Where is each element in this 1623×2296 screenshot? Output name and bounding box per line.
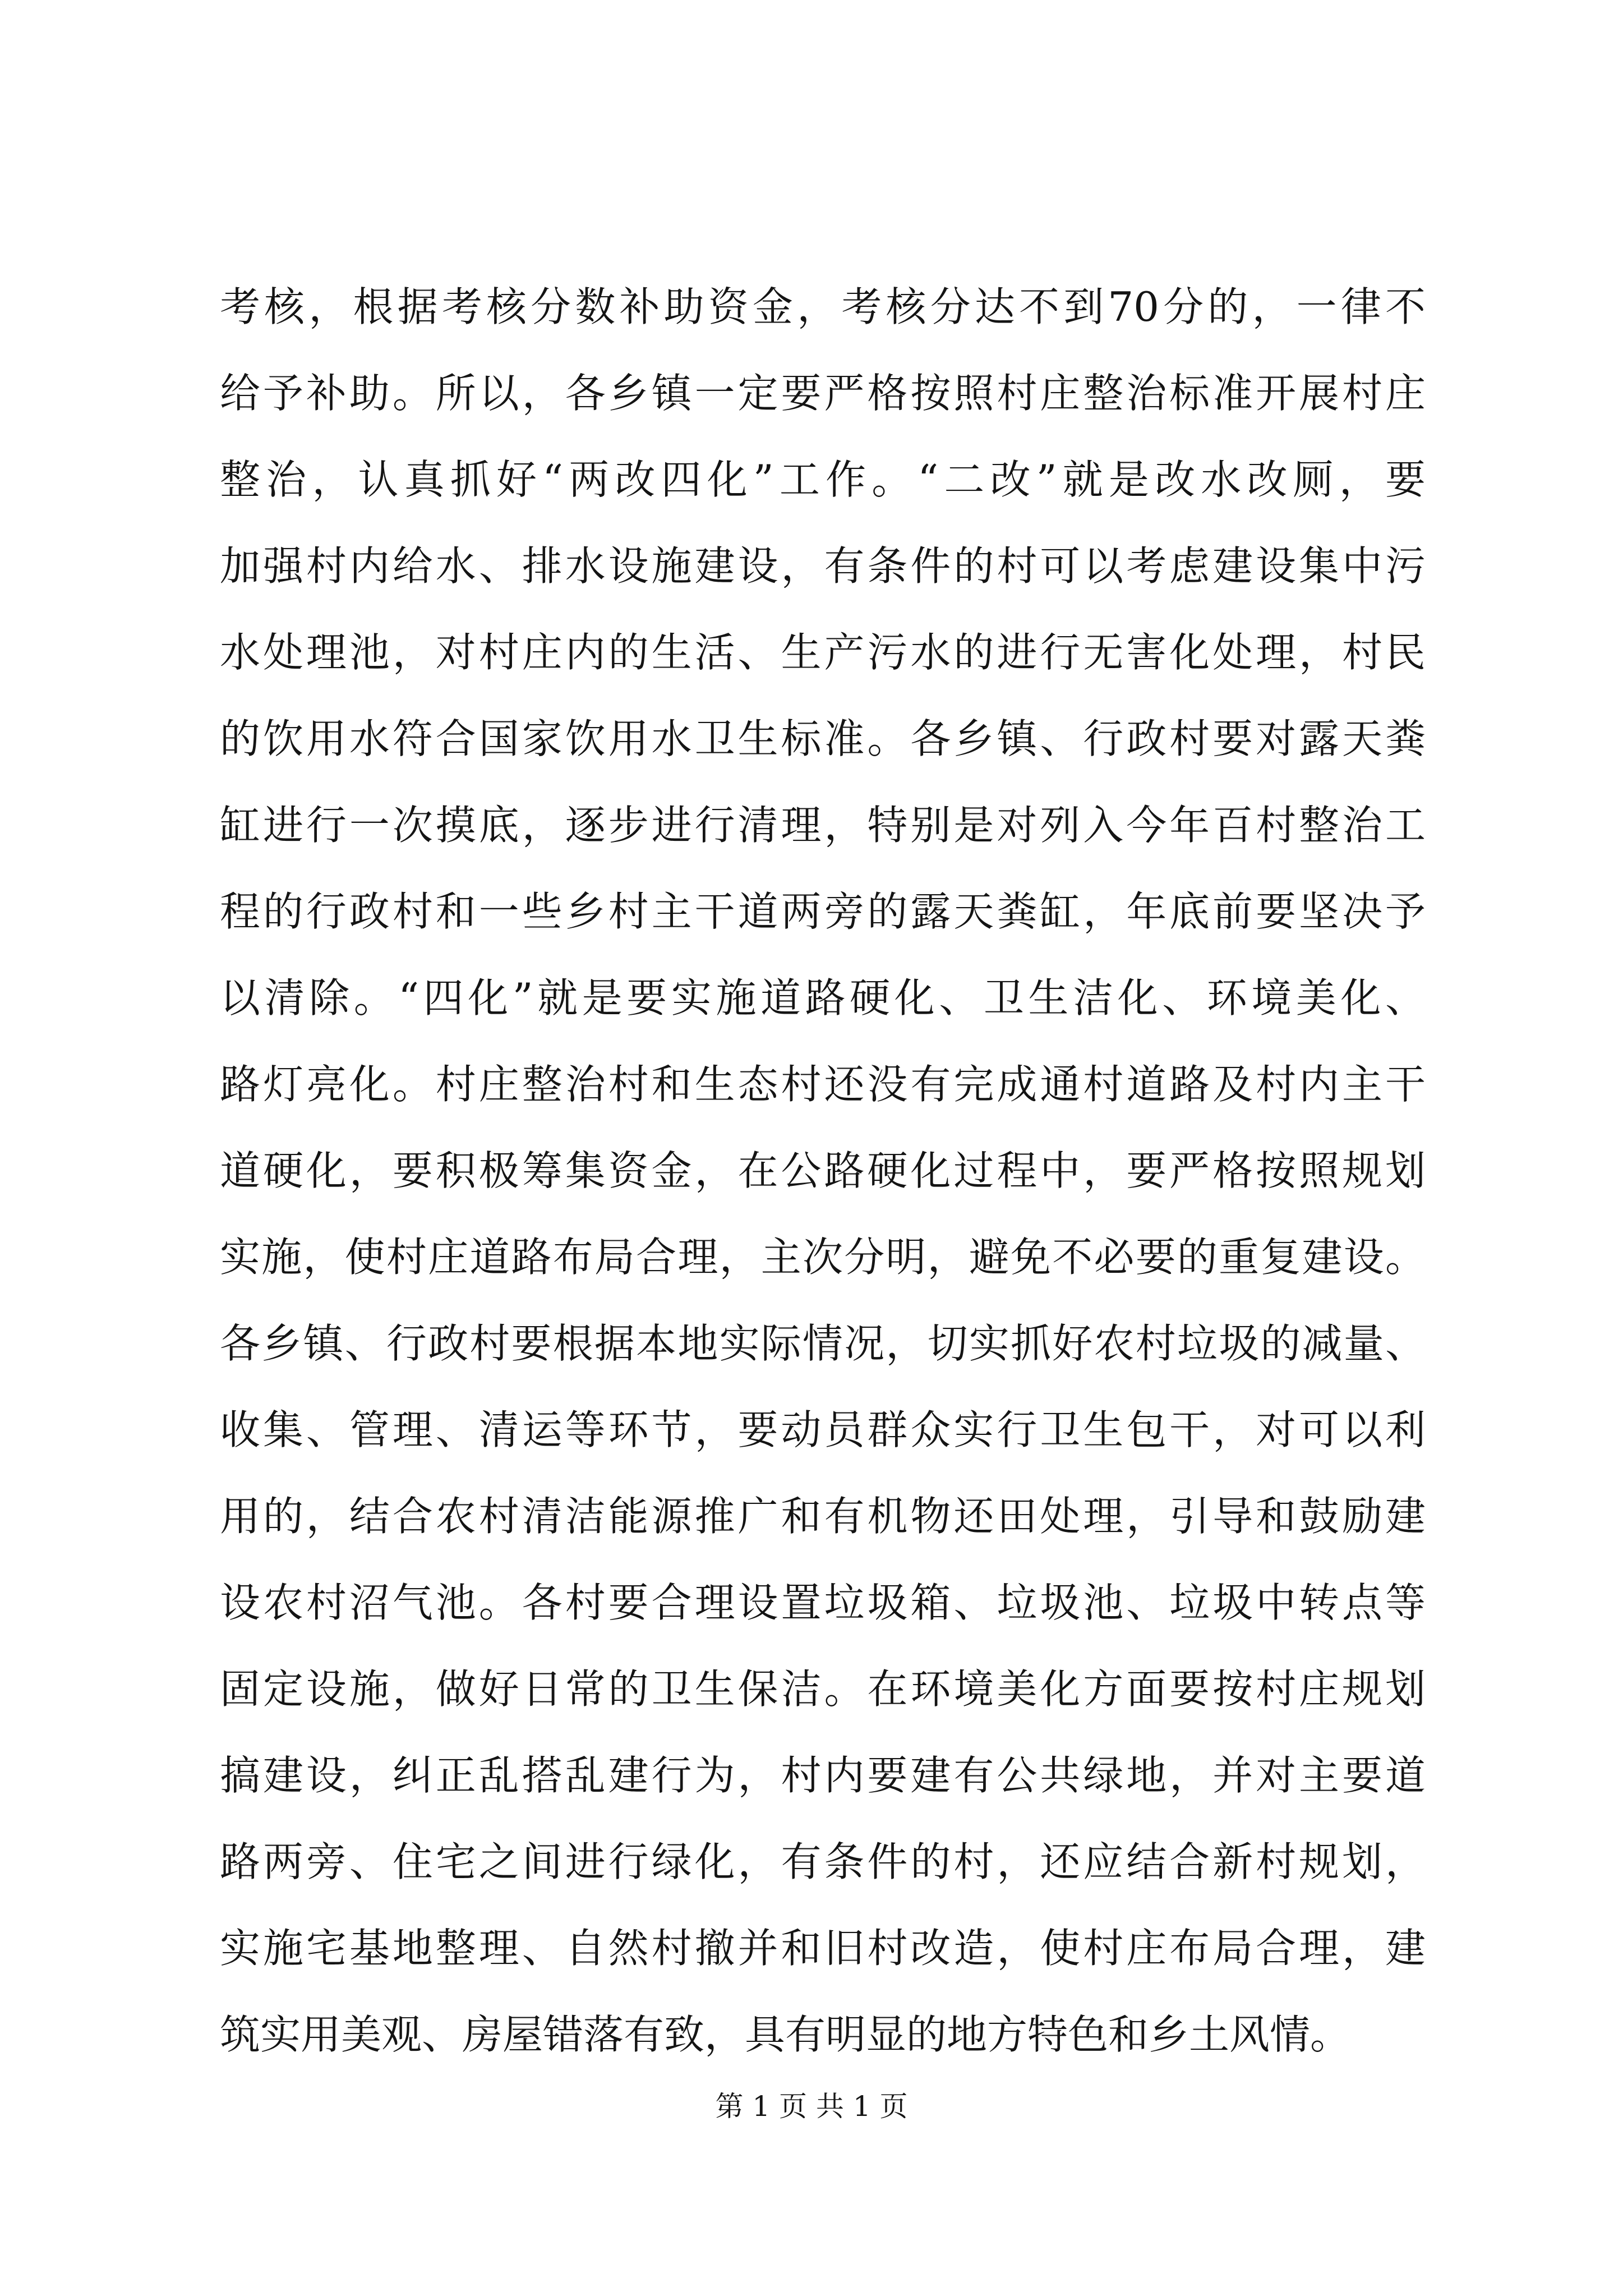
text-line: 实施，使村庄道路布局合理，主次分明，避免不必要的重复建设。 bbox=[220, 1234, 1426, 1281]
text-line: 实施宅基地整理、自然村撤并和旧村改造，使村庄布局合理，建 bbox=[220, 1925, 1426, 1972]
text-line: 整治，认真抓好“两改四化”工作。“二改”就是改水改厕，要 bbox=[220, 456, 1426, 503]
text-line: 道硬化，要积极筹集资金，在公路硬化过程中，要严格按照规划 bbox=[220, 1147, 1426, 1194]
text-line: 设农村沼气池。各村要合理设置垃圾箱、垃圾池、垃圾中转点等 bbox=[220, 1579, 1426, 1626]
text-line: 各乡镇、行政村要根据本地实际情况，切实抓好农村垃圾的减量、 bbox=[220, 1320, 1426, 1367]
text-line: 固定设施，做好日常的卫生保洁。在环境美化方面要按村庄规划 bbox=[220, 1665, 1426, 1713]
text-line: 加强村内给水、排水设施建设，有条件的村可以考虑建设集中污 bbox=[220, 542, 1426, 590]
text-line: 以清除。“四化”就是要实施道路硬化、卫生洁化、环境美化、 bbox=[220, 974, 1426, 1022]
text-line: 搞建设，纠正乱搭乱建行为，村内要建有公共绿地，并对主要道 bbox=[220, 1752, 1426, 1799]
text-line: 路灯亮化。村庄整治村和生态村还没有完成通村道路及村内主干 bbox=[220, 1061, 1426, 1108]
body-text bbox=[220, 264, 1426, 2078]
text-line: 的饮用水符合国家饮用水卫生标准。各乡镇、行政村要对露天粪 bbox=[220, 715, 1426, 762]
text-line: 筑实用美观、房屋错落有致，具有明显的地方特色和乡土风情。 bbox=[220, 2011, 1351, 2058]
text-line: 路两旁、住宅之间进行绿化，有条件的村，还应结合新村规划， bbox=[220, 1838, 1426, 1885]
page-footer bbox=[0, 2090, 1623, 2123]
text-line: 程的行政村和一些乡村主干道两旁的露天粪缸，年底前要坚决予 bbox=[220, 888, 1426, 935]
text-line: 用的，结合农村清洁能源推广和有机物还田处理，引导和鼓励建 bbox=[220, 1493, 1426, 1540]
text-line: 缸进行一次摸底，逐步进行清理，特别是对列入今年百村整治工 bbox=[220, 802, 1426, 849]
page-number-label: 第 1 页 共 1 页 bbox=[715, 2090, 908, 2123]
text-line: 给予补助。所以，各乡镇一定要严格按照村庄整治标准开展村庄 bbox=[220, 370, 1426, 417]
text-line: 水处理池，对村庄内的生活、生产污水的进行无害化处理，村民 bbox=[220, 629, 1426, 676]
text-line: 考核，根据考核分数补助资金，考核分达不到70分的，一律不 bbox=[220, 283, 1426, 330]
text-line: 收集、管理、清运等环节，要动员群众实行卫生包干，对可以利 bbox=[220, 1406, 1426, 1453]
